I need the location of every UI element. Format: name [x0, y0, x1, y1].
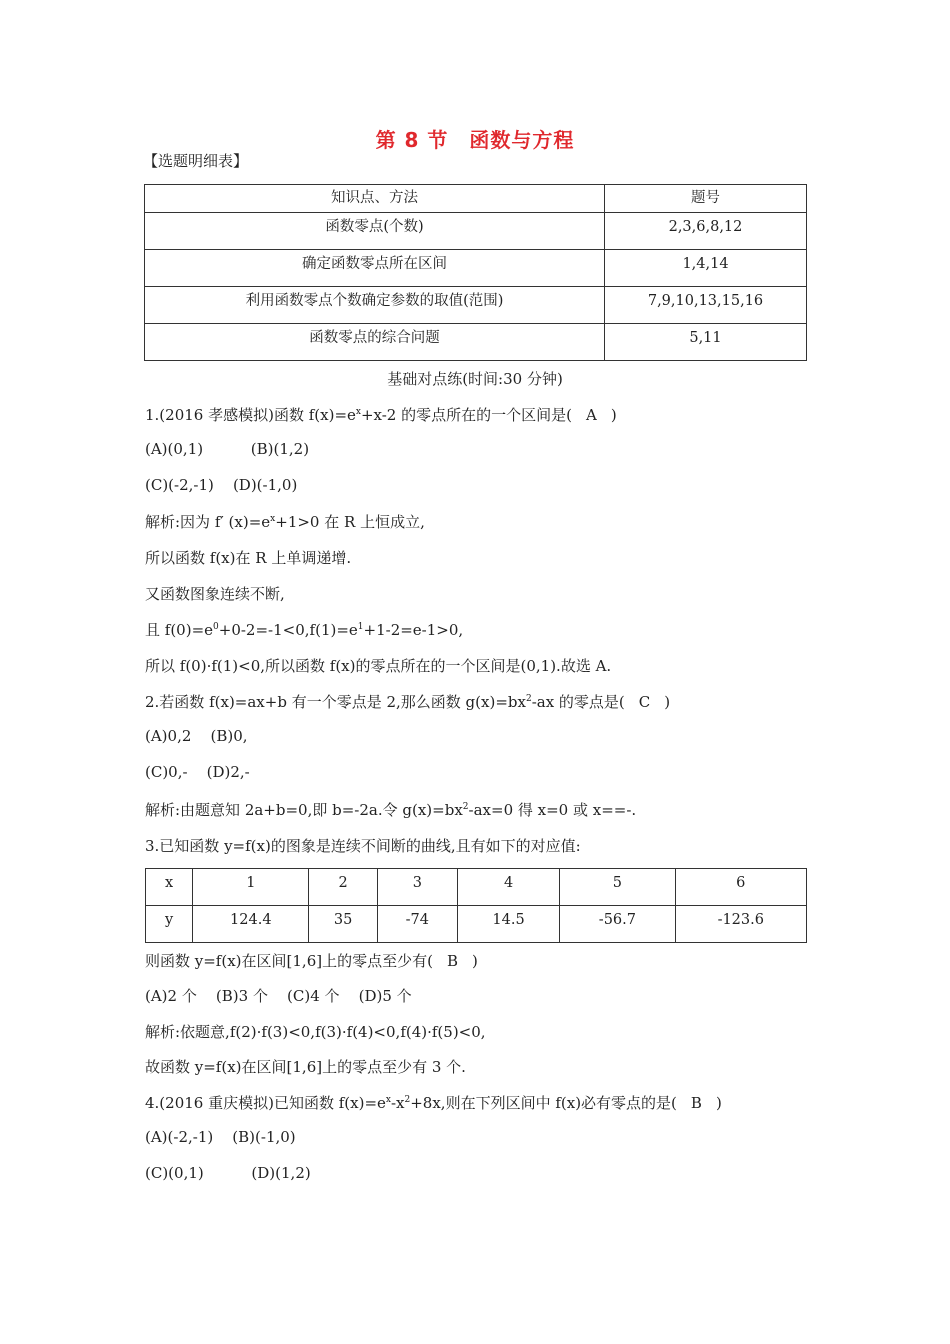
numbers-cell: 2,3,6,8,12 [605, 213, 807, 250]
header-topic: 知识点、方法 [145, 185, 605, 213]
q4-options-line1: (A)(-2,-1) (B)(-1,0) [145, 1128, 296, 1146]
q1-solution-line3: 又函数图象连续不断, [145, 585, 285, 603]
q1-solution-line2: 所以函数 f(x)在 R 上单调递增. [145, 549, 352, 567]
table-row [145, 324, 807, 361]
q4-answer: B [690, 1094, 702, 1112]
table-cell: 3 [377, 869, 457, 906]
q1-options-line1: (A)(0,1) (B)(1,2) [145, 440, 310, 458]
section-label: 【选题明细表】 [143, 152, 249, 170]
q3-solution-line1: 解析:依题意,f(2)·f(3)<0,f(3)·f(4)<0,f(4)·f(5)<0, [145, 1023, 486, 1041]
q4-stem: 4.(2016 重庆模拟)已知函数 $f(x)=e^x-x^2+8x$,则在下列区间中 f(x)必有零点的是( B ) [145, 1094, 722, 1112]
page-title: 第 8 节 函数与方程 [375, 128, 575, 152]
table-cell: 14.5 [457, 906, 559, 943]
header-question-numbers: 题号 [605, 185, 807, 213]
q1-solution-line4: 且 $f(0)=e^0+0-2=-1<0,f(1)=e^1+1-2=e-1>0$, [145, 621, 464, 639]
q3-answer: B [446, 952, 458, 970]
q3-stem: 3.已知函数 y=f(x)的图象是连续不间断的曲线,且有如下的对应值: [145, 837, 581, 855]
q3-options: (A)2 个 (B)3 个 (C)4 个 (D)5 个 [145, 987, 412, 1005]
table-cell: 35 [309, 906, 377, 943]
table-cell: 4 [457, 869, 559, 906]
table-cell: -56.7 [560, 906, 675, 943]
table-row [146, 906, 807, 943]
practice-subheading: 基础对点练(时间:30 分钟) [387, 370, 563, 388]
table-cell: 1 [193, 869, 309, 906]
q4-options-line2: (C)(0,1) (D)(1,2) [145, 1164, 311, 1182]
q1-options-line2: (C)(-2,-1) (D)(-1,0) [145, 476, 298, 494]
table-row [145, 250, 807, 287]
q3-value-table [145, 868, 807, 943]
numbers-cell: 1,4,14 [605, 250, 807, 287]
q1-answer: A [585, 406, 597, 424]
numbers-cell: 5,11 [605, 324, 807, 361]
q2-stem: 2.若函数 f(x)=ax+b 有一个零点是 2,那么函数 $g(x)=bx^2-ax$ 的零点是( C ) [145, 693, 671, 711]
q2-answer: C [638, 693, 651, 711]
q2-options-line1: (A)0,2 (B)0, [145, 727, 248, 745]
table-cell: y [146, 906, 193, 943]
topic-cell: 函数零点的综合问题 [145, 324, 605, 361]
table-cell: -123.6 [675, 906, 806, 943]
table-cell: x [146, 869, 193, 906]
topic-cell: 利用函数零点个数确定参数的取值(范围) [145, 287, 605, 324]
topic-cell: 函数零点(个数) [145, 213, 605, 250]
topic-cell: 确定函数零点所在区间 [145, 250, 605, 287]
q3-solution-line2: 故函数 y=f(x)在区间[1,6]上的零点至少有 3 个. [145, 1058, 466, 1076]
q3-ask: 则函数 y=f(x)在区间[1,6]上的零点至少有( B ) [145, 952, 478, 970]
q2-solution: 解析:由题意知 2a+b=0,即 b=-2a.令 $g(x)=bx^2-ax=0$ 得 x=0 或 x==-. [145, 801, 637, 819]
table-row [145, 213, 807, 250]
table-cell: -74 [377, 906, 457, 943]
topic-detail-table [144, 184, 807, 361]
q1-solution-line5: 所以 f(0)·f(1)<0,所以函数 f(x)的零点所在的一个区间是(0,1).故选 A. [145, 657, 612, 675]
table-row [146, 869, 807, 906]
q2-options-line2: (C)0,- (D)2,- [145, 763, 250, 781]
table-row [145, 287, 807, 324]
numbers-cell: 7,9,10,13,15,16 [605, 287, 807, 324]
table-cell: 5 [560, 869, 675, 906]
q1-stem: 1.(2016 孝感模拟)函数 $f(x)=e^x+x-2$ 的零点所在的一个区间是( A ) [145, 406, 617, 424]
table-header-row [145, 185, 807, 213]
table-cell: 2 [309, 869, 377, 906]
q1-solution-line1: 解析:因为 f′ $(x)=e^x+1>0$ 在 R 上恒成立, [145, 513, 425, 531]
table-cell: 124.4 [193, 906, 309, 943]
table-cell: 6 [675, 869, 806, 906]
